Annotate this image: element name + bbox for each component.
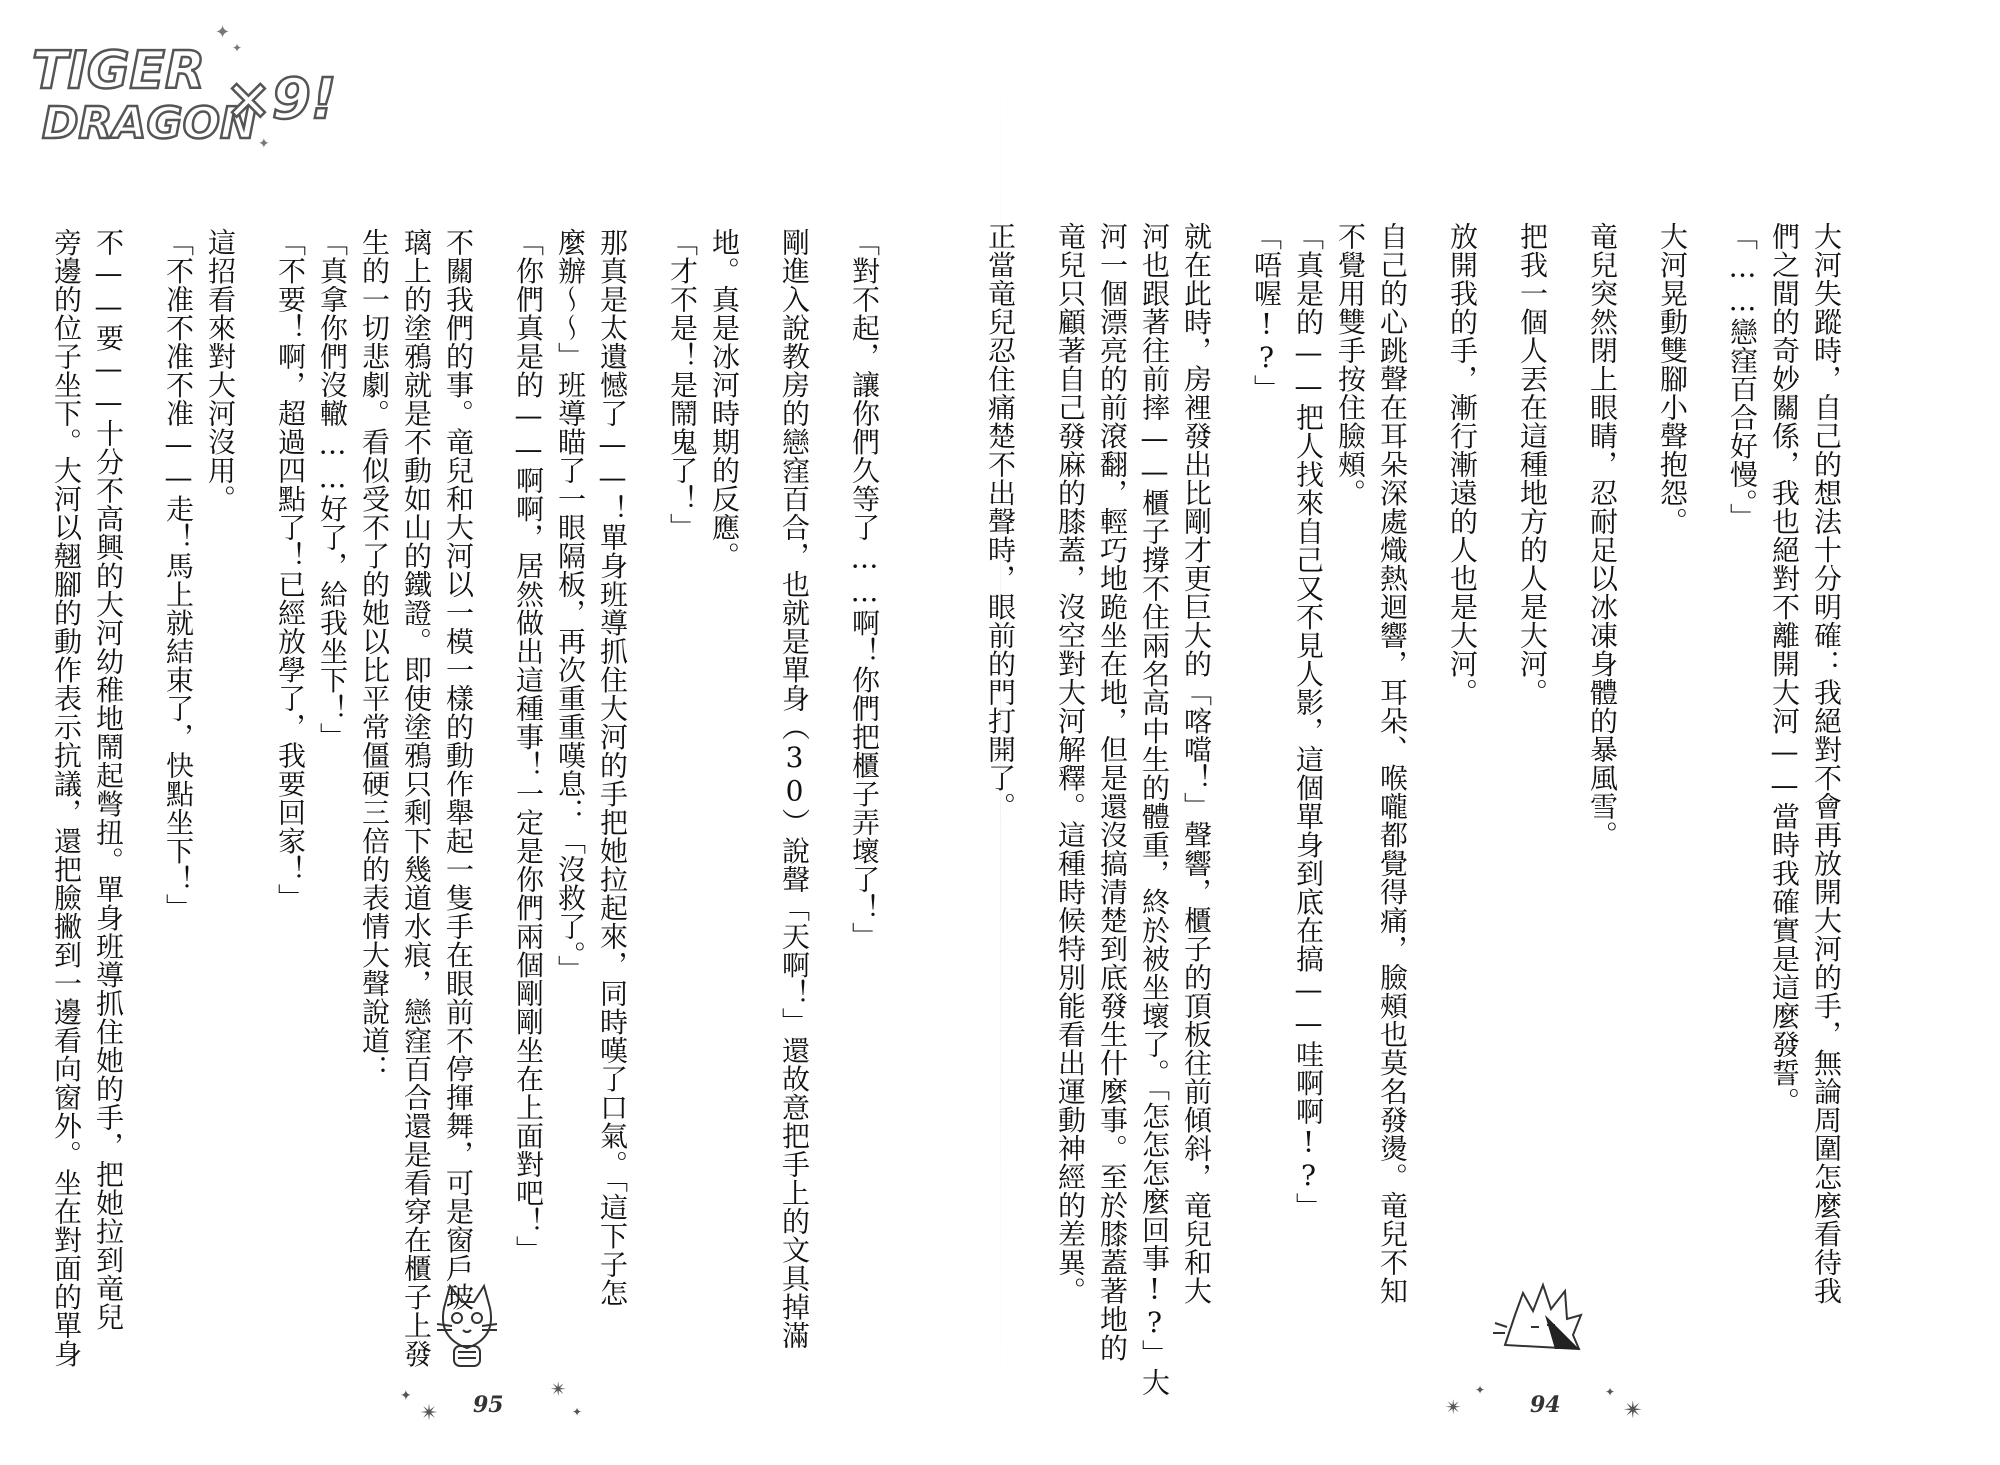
text-line: 就在此時，房裡發出比剛才更巨大的「喀噹！」聲響，櫃子的頂板往前傾斜，竜兒和大 [1180, 222, 1213, 1305]
text-line: 不——要——十分不高興的大河幼稚地鬧起彆扭。單身班導抓住她的手，把她拉到竜兒 [92, 228, 125, 1331]
svg-text:×9!: ×9! [225, 67, 337, 132]
text-line: 璃上的塗鴉就是不動如山的鐵證。即使塗鴉只剩下幾道水痕，戀窪百合還是看穿在櫃子上發 [400, 228, 433, 1368]
series-logo [20, 10, 340, 160]
text-line: 河一個漂亮的前滾翻，輕巧地跪坐在地，但是還沒搞清楚到底發生什麼事。至於膝蓋著地的 [1096, 222, 1129, 1362]
text-line: 那真是太遺憾了——！單身班導抓住大河的手把她拉起來，同時嘆了口氣。「這下子怎 [596, 228, 629, 1307]
text-line: 竜兒突然閉上眼睛，忍耐足以冰凍身體的暴風雪。 [1586, 222, 1619, 849]
text-line: 剛進入說教房的戀窪百合，也就是單身（30）說聲「天啊！」還故意把手上的文具掉滿 [778, 228, 811, 1350]
svg-text:TIGER: TIGER [32, 41, 206, 101]
cat-face-icon [432, 1278, 502, 1373]
text-line: 「你們真是的——啊啊，居然做出這種事！一定是你們兩個剛剛坐在上面對吧！」 [512, 228, 545, 1264]
page-number-left: 95 [473, 1392, 504, 1418]
svg-text:DRAGON: DRAGON [42, 98, 257, 149]
text-line: 把我一個人丟在這種地方的人是大河。 [1516, 222, 1549, 707]
text-line: 「……戀窪百合好慢。」 [1726, 222, 1759, 532]
text-line: 地。真是冰河時期的反應。 [708, 228, 741, 570]
tiger-dragon-logo-icon [20, 10, 340, 160]
text-line: 不覺用雙手按住臉頰。 [1334, 222, 1367, 507]
text-line: 「真是的——把人找來自己又不見人影，這個單身到底在搞——哇啊啊!?」 [1292, 222, 1325, 1221]
text-line: 「唔喔!?」 [1250, 222, 1283, 403]
svg-text:✴: ✴ [1445, 1395, 1462, 1419]
svg-text:✦: ✦ [215, 22, 231, 43]
tiger-silhouette-icon [1485, 1275, 1595, 1360]
text-line: 自己的心跳聲在耳朵深處熾熱迴響，耳朵、喉嚨都覺得痛，臉頰也莫名發燙。竜兒不知 [1376, 222, 1409, 1305]
svg-text:✦: ✦ [400, 1388, 412, 1404]
text-line: 大河失蹤時，自己的想法十分明確：我絕對不會再放開大河的手，無論周圍怎麼看待我 [1810, 222, 1843, 1305]
left-page-text [50, 228, 885, 1368]
text-line: 麼辦～～」班導瞄了一眼隔板，再次重重嘆息：「沒救了。」 [554, 228, 587, 984]
text-line: 竜兒只顧著自己發麻的膝蓋，沒空對大河解釋。這種時候特別能看出運動神經的差異。 [1054, 222, 1087, 1305]
text-line: 「真拿你們沒轍……好了，給我坐下！」 [316, 228, 349, 751]
text-line: 「才不是！是鬧鬼了！」 [666, 228, 699, 542]
svg-text:✦: ✦ [1475, 1383, 1486, 1397]
svg-text:✦: ✦ [232, 41, 243, 55]
svg-text:✴: ✴ [1623, 1396, 1644, 1424]
svg-text:✦: ✦ [258, 136, 270, 152]
svg-text:✴: ✴ [550, 1377, 567, 1401]
right-page-text [984, 222, 1875, 1397]
page-number-right: 94 [1530, 1392, 1561, 1418]
svg-text:✦: ✦ [572, 1405, 583, 1419]
svg-text:✦: ✦ [1605, 1385, 1616, 1399]
text-line: 放開我的手，漸行漸遠的人也是大河。 [1446, 222, 1479, 707]
text-line: 正當竜兒忍住痛楚不出聲時，眼前的門打開了。 [984, 222, 1017, 821]
svg-text:✴: ✴ [420, 1401, 439, 1426]
text-line: 大河晃動雙腳小聲抱怨。 [1656, 222, 1689, 536]
text-line: 「不要！啊，超過四點了！已經放學了，我要回家！」 [274, 228, 307, 912]
text-line: 「不准不准不准——走！馬上就結束了，快點坐下！」 [162, 228, 195, 922]
text-line: 河也跟著往前摔——櫃子撐不住兩名高中生的體重，終於被坐壞了。「怎怎怎麼回事!?」大 [1138, 222, 1171, 1397]
text-line: 不關我們的事。竜兒和大河以一模一樣的動作舉起一隻手在眼前不停揮舞，可是窗戶玻 [442, 228, 475, 1311]
text-line: 「對不起，讓你們久等了……啊！你們把櫃子弄壞了！」 [848, 228, 881, 951]
text-line: 生的一切悲劇。看似受不了的她以比平常僵硬三倍的表情大聲說道： [358, 228, 391, 1083]
text-line: 這招看來對大河沒用。 [204, 228, 237, 513]
text-line: 們之間的奇妙關係，我也絕對不離開大河——當時我確實是這麼發誓。 [1768, 222, 1801, 1116]
text-line: 旁邊的位子坐下。大河以翹腳的動作表示抗議，還把臉撇到一邊看向窗外。坐在對面的單身 [50, 228, 83, 1368]
